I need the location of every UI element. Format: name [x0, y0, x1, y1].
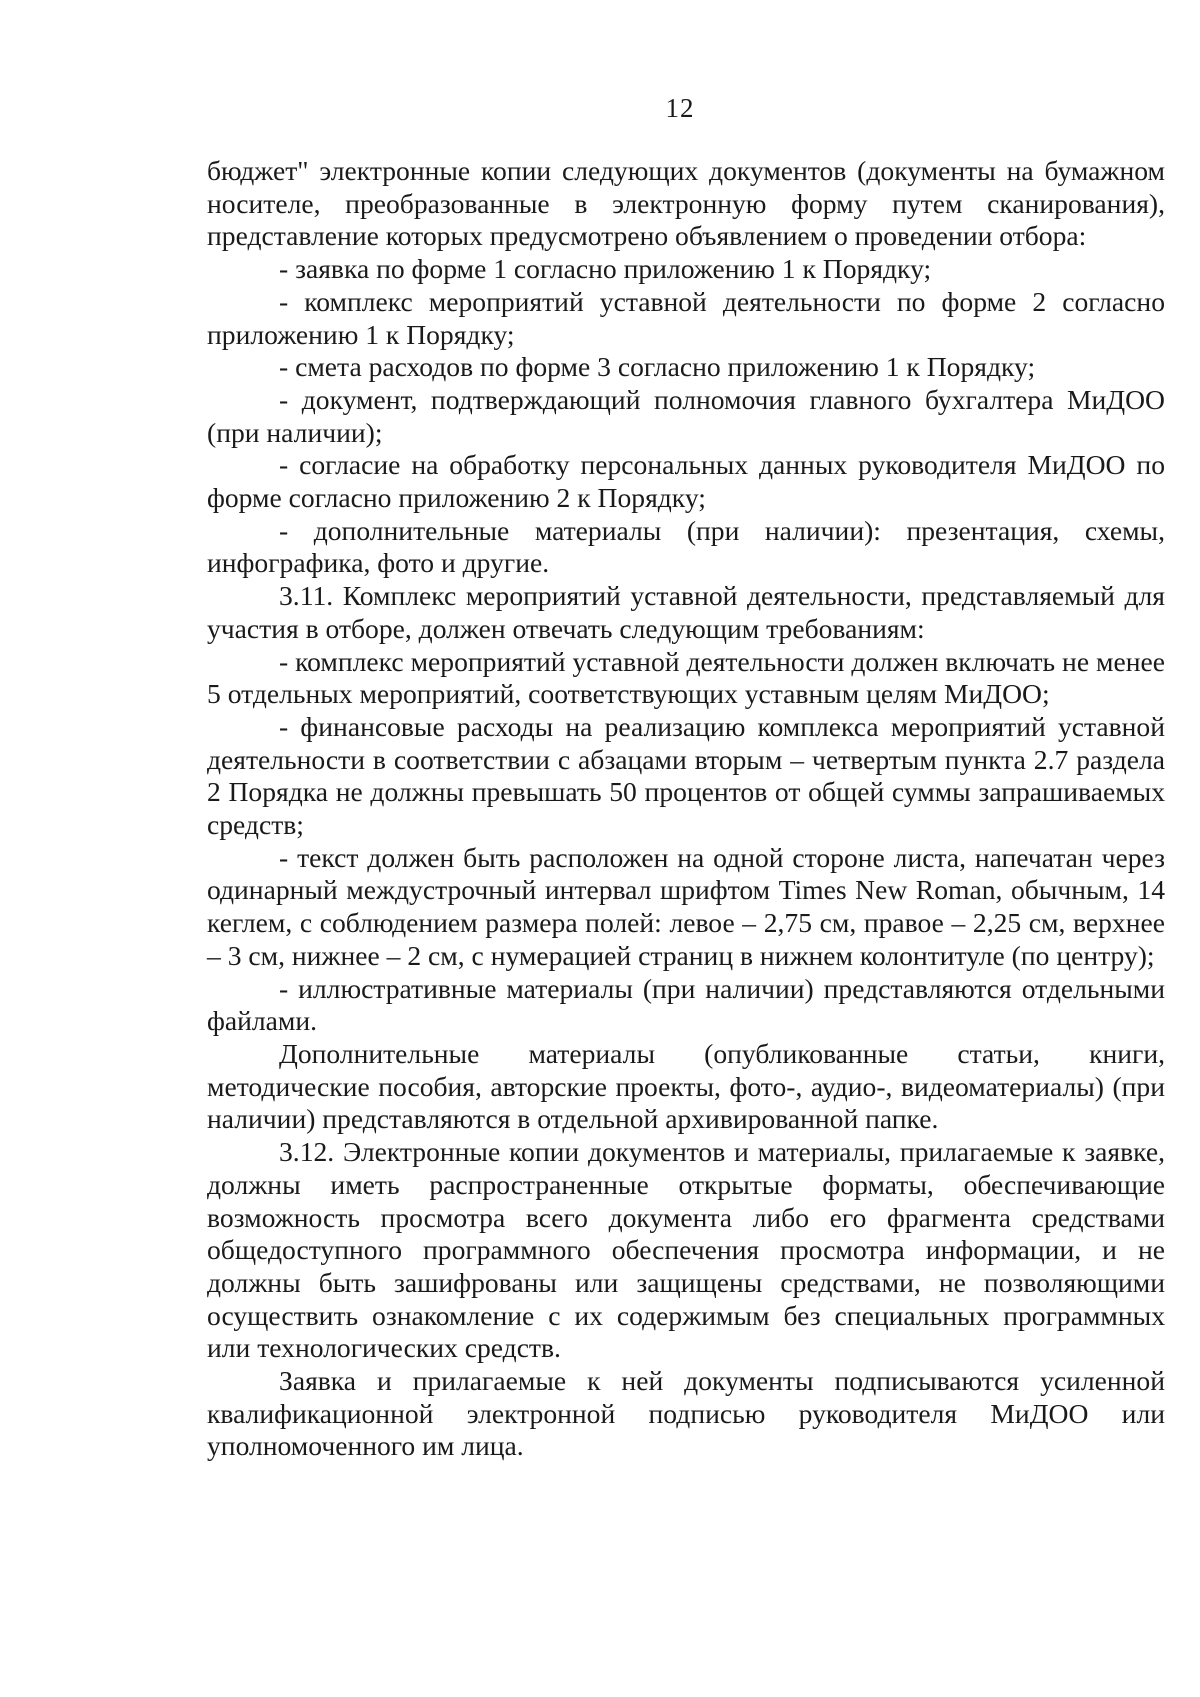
list-item: - текст должен быть расположен на одной стороне листа, напечатан через одинарный междустрочный интервал шрифтом Times New Roman, обычным, 14 кеглем, с соблюдением размера полей: левое – 2,75 см, правое – 2,25 см, верхнее – 3 см, нижнее – 2 см, с нумерацией страниц в нижнем колонтитуле (по центру); [207, 841, 1165, 971]
list-item: - смета расходов по форме 3 согласно приложению 1 к Порядку; [279, 351, 1036, 383]
list-item: - комплекс мероприятий уставной деятельности должен включать не менее 5 отдельных мероприятий, соответствующих уставным целям МиДОО; [207, 645, 1165, 710]
list-item: - иллюстративные материалы (при наличии) представляются отдельными файлами. [207, 972, 1165, 1037]
paragraph: бюджет" электронные копии следующих документов (документы на бумажном носителе, преобразованные в электронную форму путем сканирования), представление которых предусмотрено объявлением о проведении отбора: [207, 155, 1165, 252]
list-item: - финансовые расходы на реализацию комплекса мероприятий уставной деятельности в соответствии с абзацами вторым – четвертым пункта 2.7 раздела 2 Порядка не должны превышать 50 процентов от общей суммы запрашиваемых средств; [207, 710, 1165, 841]
page-number: 12 [665, 93, 695, 123]
paragraph: 3.12. Электронные копии документов и материалы, прилагаемые к заявке, должны иметь распространенные открытые форматы, обеспечивающие возможность просмотра всего документа либо его фрагмента средствами общедоступного программного обеспечения просмотра информации, и не должны быть зашифрованы или защищены средствами, не позволяющими осуществить ознакомление с их содержимым без специальных программных или технологических средств. [207, 1136, 1165, 1364]
paragraph: Заявка и прилагаемые к ней документы подписываются усиленной квалификационной электронной подписью руководителя МиДОО или уполномоченного им лица. [207, 1365, 1165, 1462]
paragraph: Дополнительные материалы (опубликованные статьи, книги, методические пособия, авторские проекты, фото-, аудио-, видеоматериалы) (при наличии) представляются в отдельной архивированной папке. [207, 1037, 1165, 1135]
list-item: - согласие на обработку персональных данных руководителя МиДОО по форме согласно приложению 2 к Порядку; [207, 449, 1165, 514]
list-item: - заявка по форме 1 согласно приложению 1 к Порядку; [279, 253, 932, 285]
list-item: - документ, подтверждающий полномочия главного бухгалтера МиДОО (при наличии); [207, 383, 1165, 448]
document-body [207, 155, 1165, 1463]
list-item: - дополнительные материалы (при наличии): презентация, схемы, инфографика, фото и другие. [207, 514, 1165, 579]
paragraph: 3.11. Комплекс мероприятий уставной деятельности, представляемый для участия в отборе, должен отвечать следующим требованиям: [207, 580, 1165, 644]
list-item: - комплекс мероприятий уставной деятельности по форме 2 согласно приложению 1 к Порядку; [207, 285, 1165, 350]
